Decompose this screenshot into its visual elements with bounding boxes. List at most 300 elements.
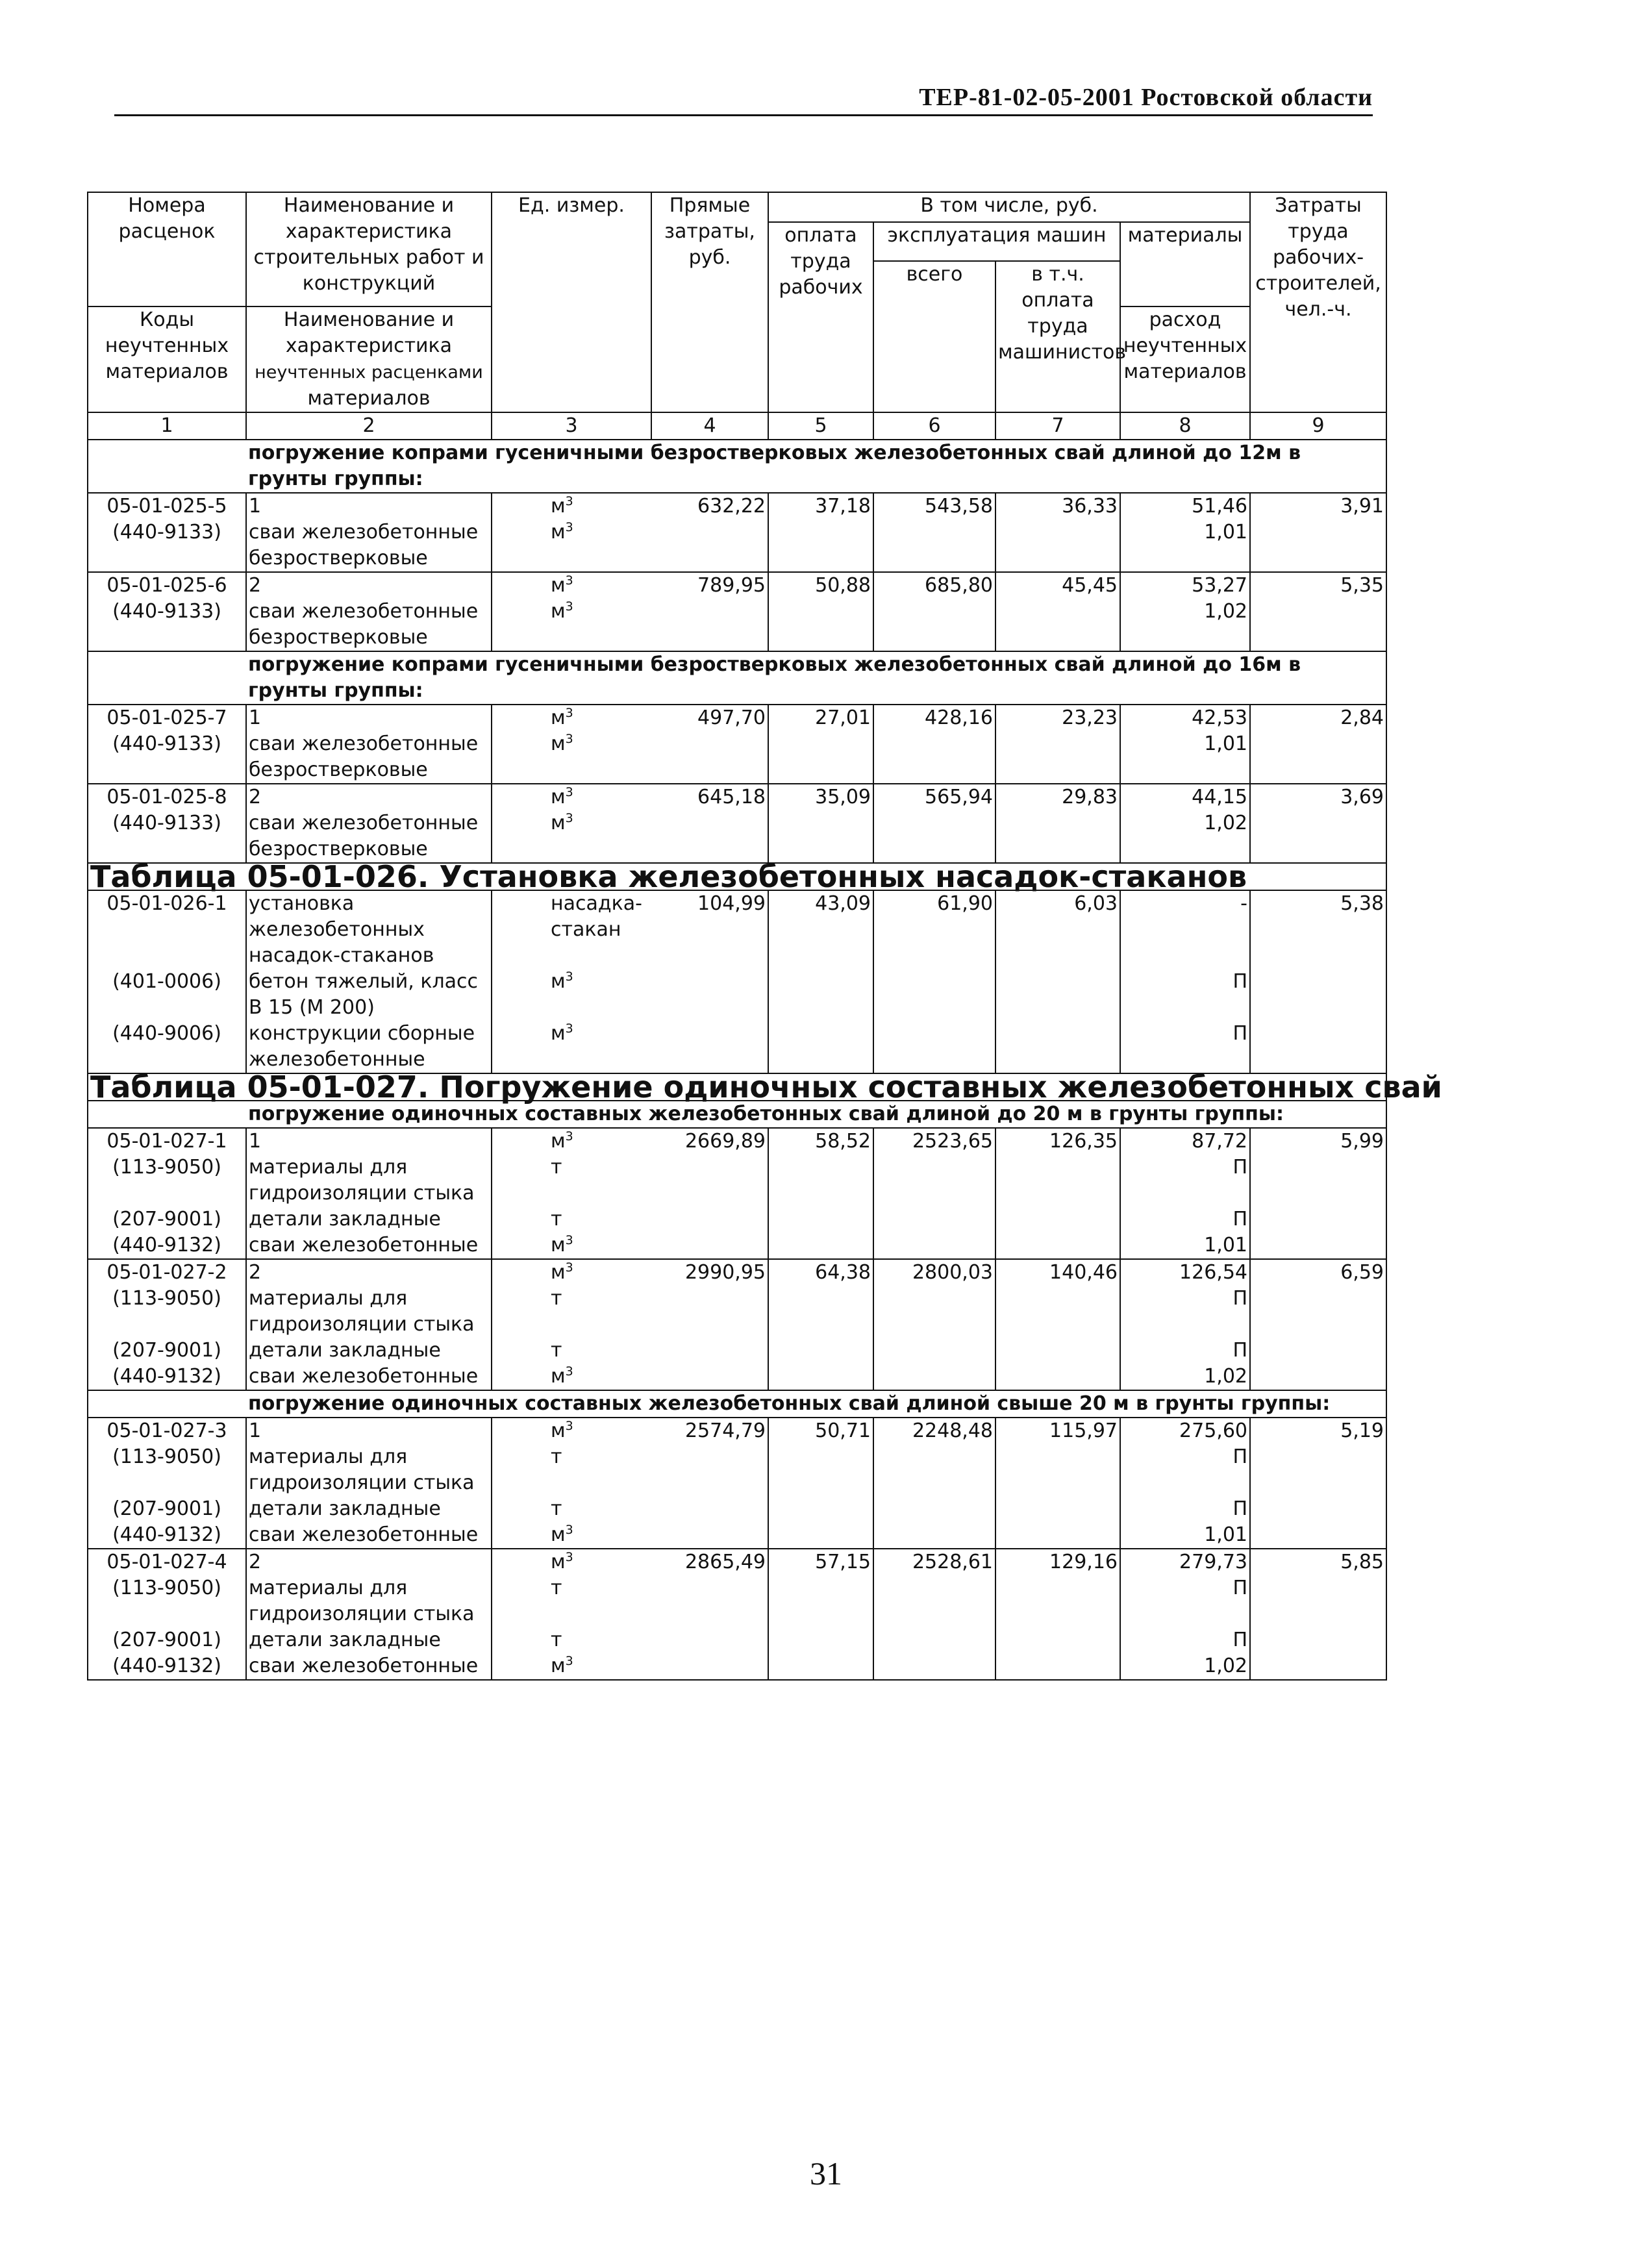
material-code: (207-9001) (88, 1627, 246, 1653)
material-row (88, 810, 1386, 863)
rate-code: 05-01-027-4 (88, 1549, 246, 1575)
material-row (88, 1155, 1386, 1207)
unit-cell: $м^3$ (492, 784, 651, 810)
machinist-wages (995, 1522, 1120, 1549)
materials-value: 51,46 (1120, 493, 1250, 519)
unit-cell: $м^3$ (492, 572, 651, 599)
direct-cost: 645,18 (651, 784, 768, 810)
column-number: 1 (88, 412, 246, 440)
machines-total: 685,80 (873, 572, 995, 599)
worker-wages (768, 1444, 873, 1496)
materials-value: П (1120, 1575, 1250, 1627)
rate-code: 05-01-027-3 (88, 1418, 246, 1444)
labor-cost (1250, 1575, 1386, 1627)
table-title-text: Установка железобетонных насадок-стаканов (439, 859, 1247, 894)
direct-cost (651, 1021, 768, 1073)
unit-cell: $м^3$ (492, 519, 651, 572)
machines-total (873, 1286, 995, 1338)
unit-exponent: 3 (565, 1233, 573, 1247)
worker-wages (768, 519, 873, 572)
material-code: (440-9133) (88, 599, 246, 651)
material-code: (440-9132) (88, 1364, 246, 1390)
machinist-wages: 45,45 (995, 572, 1120, 599)
material-name: детали закладные (246, 1207, 492, 1232)
machines-total: 565,94 (873, 784, 995, 810)
material-name: материалы для гидроизоляции стыка (246, 1286, 492, 1338)
header-direct-costs: Прямые затраты, руб. (651, 192, 768, 412)
machinist-wages (995, 1021, 1120, 1073)
labor-cost (1250, 810, 1386, 863)
column-number: 9 (1250, 412, 1386, 440)
unit-exponent: 3 (565, 1021, 573, 1036)
rate-row (88, 784, 1386, 810)
machines-total: 61,90 (873, 890, 995, 969)
unit-cell: т (551, 1156, 562, 1179)
rate-name: 2 (246, 784, 492, 810)
labor-cost (1250, 1364, 1386, 1390)
labor-cost: 5,38 (1250, 890, 1386, 969)
direct-cost (651, 1364, 768, 1390)
worker-wages: 43,09 (768, 890, 873, 969)
machinist-wages: 115,97 (995, 1418, 1120, 1444)
direct-cost (651, 731, 768, 784)
machines-total: 428,16 (873, 705, 995, 731)
header-machinist-wages: в т.ч. оплата труда машинистов (995, 261, 1120, 412)
table-title-code: Таблица 05-01-027. (90, 1069, 440, 1105)
direct-cost (651, 1155, 768, 1207)
machines-total (873, 969, 995, 1021)
material-row (88, 1286, 1386, 1338)
worker-wages (768, 599, 873, 651)
direct-cost (651, 969, 768, 1021)
unit-cell: $м^3$ (492, 731, 651, 784)
section-row (88, 651, 1386, 705)
table-title-code: Таблица 05-01-026. (90, 859, 440, 894)
material-code: (207-9001) (88, 1207, 246, 1232)
machines-total (873, 1627, 995, 1653)
header-material-consumption: расход неучтенных материалов (1120, 306, 1250, 412)
materials-value: 275,60 (1120, 1418, 1250, 1444)
labor-cost (1250, 1286, 1386, 1338)
material-name: конструкции сборные железобетонные (246, 1021, 492, 1073)
material-name: детали закладные (246, 1627, 492, 1653)
section-row (88, 1101, 1386, 1128)
rate-name: 1 (246, 493, 492, 519)
material-code: (113-9050) (88, 1444, 246, 1496)
worker-wages: 50,71 (768, 1418, 873, 1444)
worker-wages (768, 1522, 873, 1549)
direct-cost: 789,95 (651, 572, 768, 599)
rate-code: 05-01-025-8 (88, 784, 246, 810)
material-row (88, 1575, 1386, 1627)
column-number: 6 (873, 412, 995, 440)
direct-cost (651, 1232, 768, 1259)
unit-exponent: 3 (565, 1523, 573, 1537)
machines-total (873, 1522, 995, 1549)
labor-cost: 2,84 (1250, 705, 1386, 731)
machines-total (873, 1496, 995, 1522)
materials-value: 1,01 (1120, 731, 1250, 784)
table-title-row (88, 1073, 1386, 1101)
machinist-wages: 126,35 (995, 1128, 1120, 1155)
worker-wages (768, 1653, 873, 1680)
materials-value: 53,27 (1120, 572, 1250, 599)
material-name: сваи железобетонные (246, 1364, 492, 1390)
machines-total: 2248,48 (873, 1418, 995, 1444)
material-code: (440-9133) (88, 731, 246, 784)
unit-exponent: 3 (565, 706, 573, 720)
header-machines-total: всего (873, 261, 995, 412)
material-row (88, 1364, 1386, 1390)
labor-cost: 5,85 (1250, 1549, 1386, 1575)
material-code: (113-9050) (88, 1155, 246, 1207)
worker-wages (768, 1496, 873, 1522)
rate-row (88, 1418, 1386, 1444)
materials-value: П (1120, 1021, 1250, 1073)
unit-cell: т (551, 1497, 562, 1520)
materials-value: 1,02 (1120, 1653, 1250, 1680)
rate-name: установка железобетонных насадок-стаканов (246, 890, 492, 969)
unit-cell: $м^3$ (492, 1364, 651, 1390)
machinist-wages (995, 1232, 1120, 1259)
labor-cost (1250, 1155, 1386, 1207)
section-row (88, 1390, 1386, 1418)
rate-code: 05-01-025-7 (88, 705, 246, 731)
machinist-wages (995, 1575, 1120, 1627)
column-number: 5 (768, 412, 873, 440)
machinist-wages (995, 1207, 1120, 1232)
section-heading: погружение копрами гусеничными безростверковых железобетонных свай длиной до 12м в грунты группы: (246, 440, 1386, 493)
material-name: материалы для гидроизоляции стыка (246, 1444, 492, 1496)
unit-exponent: 3 (565, 811, 573, 825)
machinist-wages (995, 1653, 1120, 1680)
worker-wages: 57,15 (768, 1549, 873, 1575)
labor-cost (1250, 1522, 1386, 1549)
unit-cell: $м^3$ (492, 1418, 651, 1444)
unit-exponent: 3 (565, 1550, 573, 1564)
material-row (88, 1232, 1386, 1259)
column-number: 2 (246, 412, 492, 440)
machinist-wages (995, 1496, 1120, 1522)
unit-cell: $м^3$ (492, 599, 651, 651)
machines-total (873, 1444, 995, 1496)
direct-cost (651, 519, 768, 572)
section-heading: погружение копрами гусеничными безростверковых железобетонных свай длиной до 16м в грунты группы: (246, 651, 1386, 705)
labor-cost: 5,19 (1250, 1418, 1386, 1444)
worker-wages (768, 969, 873, 1021)
unit-cell: т (551, 1629, 562, 1651)
material-row (88, 1338, 1386, 1364)
labor-cost (1250, 1627, 1386, 1653)
header-material-name (246, 306, 492, 412)
machines-total: 2528,61 (873, 1549, 995, 1575)
direct-cost (651, 1496, 768, 1522)
material-row (88, 1444, 1386, 1496)
unit-cell: $м^3$ (492, 493, 651, 519)
machines-total (873, 519, 995, 572)
header-material-codes: Коды неучтенных материалов (88, 306, 246, 412)
machinist-wages (995, 731, 1120, 784)
materials-value: 42,53 (1120, 705, 1250, 731)
table-title (88, 859, 1386, 894)
rate-code: 05-01-025-6 (88, 572, 246, 599)
table-title-text: Погружение одиночных составных железобетонных свай (439, 1069, 1442, 1105)
material-code: (401-0006) (88, 969, 246, 1021)
worker-wages: 35,09 (768, 784, 873, 810)
column-number: 3 (492, 412, 651, 440)
machines-total (873, 599, 995, 651)
header-rate-numbers: Номера расценок (88, 192, 246, 306)
machines-total (873, 1575, 995, 1627)
labor-cost: 5,99 (1250, 1128, 1386, 1155)
machinist-wages (995, 1627, 1120, 1653)
section-heading: погружение одиночных составных железобетонных свай длиной свыше 20 м в грунты группы: (246, 1390, 1386, 1418)
machines-total (873, 810, 995, 863)
material-name: детали закладные (246, 1338, 492, 1364)
material-name: бетон тяжелый, класс В 15 (М 200) (246, 969, 492, 1021)
section-heading: погружение одиночных составных железобетонных свай длиной до 20 м в грунты группы: (246, 1101, 1386, 1128)
rate-row (88, 493, 1386, 519)
material-row (88, 731, 1386, 784)
material-code: (440-9132) (88, 1522, 246, 1549)
unit-exponent: 3 (565, 1129, 573, 1144)
unit-exponent: 3 (565, 1260, 573, 1275)
rate-row (88, 705, 1386, 731)
direct-cost: 2574,79 (651, 1418, 768, 1444)
machinist-wages: 23,23 (995, 705, 1120, 731)
rate-row (88, 1549, 1386, 1575)
materials-value: 1,02 (1120, 599, 1250, 651)
materials-value: П (1120, 969, 1250, 1021)
direct-cost (651, 599, 768, 651)
machinist-wages (995, 1364, 1120, 1390)
worker-wages (768, 1575, 873, 1627)
unit-exponent: 3 (565, 599, 573, 614)
material-row (88, 1522, 1386, 1549)
machines-total: 2800,03 (873, 1259, 995, 1286)
materials-value: П (1120, 1207, 1250, 1232)
labor-cost (1250, 1207, 1386, 1232)
labor-cost (1250, 1496, 1386, 1522)
material-row (88, 1496, 1386, 1522)
running-head: ТЕР-81-02-05-2001 Ростовской области (114, 84, 1373, 116)
machinist-wages (995, 1155, 1120, 1207)
machinist-wages: 129,16 (995, 1549, 1120, 1575)
labor-cost (1250, 599, 1386, 651)
material-row (88, 1021, 1386, 1073)
direct-cost (651, 1627, 768, 1653)
material-code: (113-9050) (88, 1286, 246, 1338)
machines-total (873, 731, 995, 784)
materials-value: П (1120, 1338, 1250, 1364)
section-blank-cell (88, 440, 246, 493)
header-unit: Ед. измер. (492, 192, 651, 412)
worker-wages (768, 1286, 873, 1338)
worker-wages (768, 731, 873, 784)
machinist-wages: 36,33 (995, 493, 1120, 519)
machinist-wages: 29,83 (995, 784, 1120, 810)
direct-cost: 497,70 (651, 705, 768, 731)
unit-cell: $м^3$ (492, 1259, 651, 1286)
unit-exponent: 3 (565, 494, 573, 508)
machines-total (873, 1021, 995, 1073)
material-row (88, 599, 1386, 651)
rate-name: 2 (246, 1549, 492, 1575)
labor-cost: 5,35 (1250, 572, 1386, 599)
worker-wages (768, 810, 873, 863)
materials-value: 1,01 (1120, 1522, 1250, 1549)
machinist-wages (995, 969, 1120, 1021)
unit-cell: $м^3$ (492, 705, 651, 731)
section-blank-cell (88, 1101, 246, 1128)
material-code: (113-9050) (88, 1575, 246, 1627)
header-work-name: Наименование и характеристика строительных работ и конструкций (246, 192, 492, 306)
unit-exponent: 3 (565, 520, 573, 534)
materials-value: 279,73 (1120, 1549, 1250, 1575)
material-name: материалы для гидроизоляции стыка (246, 1575, 492, 1627)
unit-exponent: 3 (565, 1654, 573, 1668)
rate-name: 1 (246, 1128, 492, 1155)
unit-exponent: 3 (565, 969, 573, 984)
labor-cost (1250, 519, 1386, 572)
unit-exponent: 3 (565, 1364, 573, 1379)
worker-wages (768, 1232, 873, 1259)
worker-wages: 27,01 (768, 705, 873, 731)
direct-cost (651, 1444, 768, 1496)
direct-cost: 104,99 (651, 890, 768, 969)
header-including: В том числе, руб. (768, 192, 1250, 222)
machinist-wages (995, 1444, 1120, 1496)
labor-cost (1250, 1653, 1386, 1680)
unit-cell: т (551, 1287, 562, 1310)
unit-cell: $м^3$ (492, 1128, 651, 1155)
machinist-wages (995, 519, 1120, 572)
machines-total: 543,58 (873, 493, 995, 519)
unit-exponent: 3 (565, 732, 573, 746)
unit-cell: т (551, 1208, 562, 1231)
materials-value: 1,01 (1120, 519, 1250, 572)
worker-wages (768, 1155, 873, 1207)
materials-value: 1,02 (1120, 810, 1250, 863)
direct-cost (651, 1653, 768, 1680)
direct-cost (651, 1522, 768, 1549)
materials-value: П (1120, 1155, 1250, 1207)
materials-value: П (1120, 1444, 1250, 1496)
direct-cost (651, 1286, 768, 1338)
machinist-wages (995, 810, 1120, 863)
machinist-wages: 6,03 (995, 890, 1120, 969)
section-row (88, 440, 1386, 493)
machines-total (873, 1364, 995, 1390)
rate-code: 05-01-027-2 (88, 1259, 246, 1286)
header-material-name-line2: неучтенных расценками (255, 362, 483, 382)
unit-exponent: 3 (565, 1419, 573, 1433)
material-code: (207-9001) (88, 1496, 246, 1522)
materials-value: 44,15 (1120, 784, 1250, 810)
labor-cost: 3,91 (1250, 493, 1386, 519)
material-code: (440-9132) (88, 1232, 246, 1259)
materials-value: 1,01 (1120, 1232, 1250, 1259)
rates-table (87, 192, 1442, 1681)
material-name: сваи железобетонные безростверковые (246, 731, 492, 784)
material-name: материалы для гидроизоляции стыка (246, 1155, 492, 1207)
header-labor: Затраты труда рабочих-строителей, чел.-ч. (1250, 192, 1386, 412)
labor-cost: 6,59 (1250, 1259, 1386, 1286)
header-materials: материалы (1120, 222, 1250, 306)
material-code: (440-9006) (88, 1021, 246, 1073)
unit-exponent: 3 (565, 785, 573, 799)
labor-cost (1250, 1232, 1386, 1259)
worker-wages: 64,38 (768, 1259, 873, 1286)
materials-value: 1,02 (1120, 1364, 1250, 1390)
rate-code: 05-01-027-1 (88, 1128, 246, 1155)
rate-row (88, 890, 1386, 969)
material-name: детали закладные (246, 1496, 492, 1522)
table-title-row (88, 863, 1386, 890)
labor-cost (1250, 1338, 1386, 1364)
worker-wages (768, 1021, 873, 1073)
direct-cost: 2865,49 (651, 1549, 768, 1575)
material-row (88, 1653, 1386, 1680)
unit-cell: $м^3$ (492, 1232, 651, 1259)
material-row (88, 1207, 1386, 1232)
worker-wages (768, 1627, 873, 1653)
unit-cell: $м^3$ (492, 1653, 651, 1680)
machines-total (873, 1155, 995, 1207)
rate-name: 2 (246, 1259, 492, 1286)
unit-cell: т (551, 1445, 562, 1468)
unit-cell: $м^3$ (492, 810, 651, 863)
unit-cell: т (551, 1339, 562, 1362)
labor-cost (1250, 1444, 1386, 1496)
worker-wages: 37,18 (768, 493, 873, 519)
machines-total (873, 1207, 995, 1232)
material-name: сваи железобетонные (246, 1232, 492, 1259)
materials-value: П (1120, 1627, 1250, 1653)
machinist-wages (995, 1338, 1120, 1364)
column-number: 7 (995, 412, 1120, 440)
direct-cost: 2990,95 (651, 1259, 768, 1286)
rate-row (88, 572, 1386, 599)
unit-cell: $м^3$ (551, 969, 573, 993)
rate-name: 1 (246, 705, 492, 731)
machinist-wages (995, 1286, 1120, 1338)
header-material-name-line1: Наименование и характеристика (283, 308, 455, 357)
direct-cost (651, 810, 768, 863)
header-wages: оплата труда рабочих (768, 222, 873, 412)
material-code: (207-9001) (88, 1338, 246, 1364)
rate-row (88, 1259, 1386, 1286)
direct-cost (651, 1207, 768, 1232)
rate-name: 1 (246, 1418, 492, 1444)
direct-cost (651, 1338, 768, 1364)
material-name: сваи железобетонные безростверковые (246, 519, 492, 572)
header-material-name-line3: материалов (307, 387, 431, 410)
unit-cell: $м^3$ (492, 1522, 651, 1549)
materials-value: 87,72 (1120, 1128, 1250, 1155)
material-name: сваи железобетонные безростверковые (246, 599, 492, 651)
column-number: 4 (651, 412, 768, 440)
material-code: (440-9133) (88, 519, 246, 572)
materials-value: П (1120, 1496, 1250, 1522)
worker-wages (768, 1338, 873, 1364)
direct-cost: 2669,89 (651, 1128, 768, 1155)
unit-cell: $м^3$ (492, 1549, 651, 1575)
unit-exponent: 3 (565, 573, 573, 588)
rate-name: 2 (246, 572, 492, 599)
section-blank-cell (88, 651, 246, 705)
machines-total (873, 1653, 995, 1680)
